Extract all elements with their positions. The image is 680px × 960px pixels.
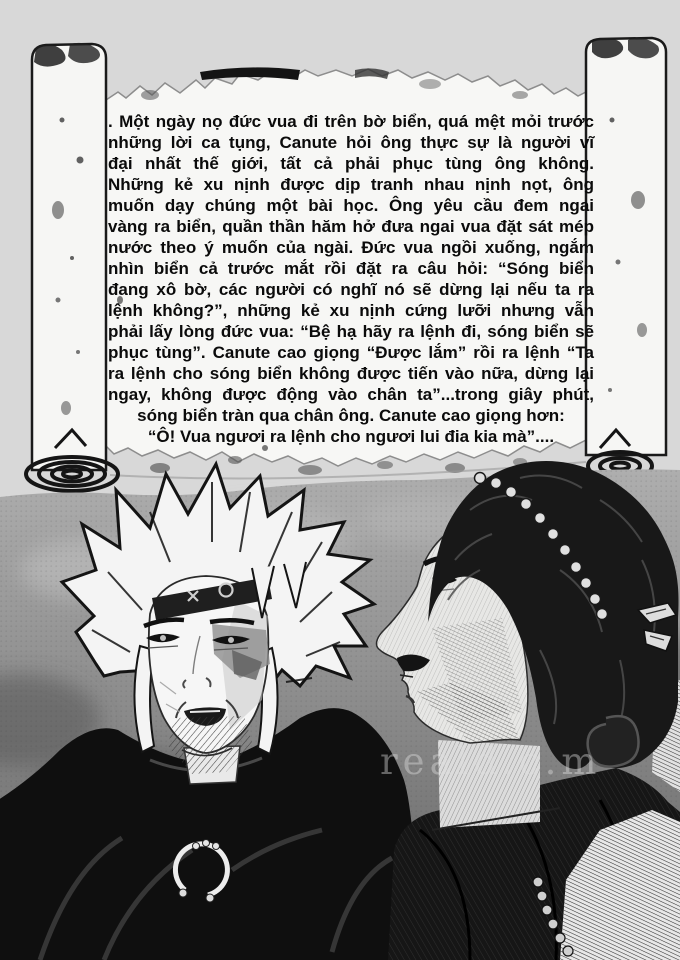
scroll-left-roll bbox=[32, 43, 106, 470]
story-line: vàng ra biển, quần thần hăm hở đưa ngai vua đặt sát mép bbox=[108, 217, 594, 236]
scroll-right-roll bbox=[586, 38, 666, 455]
story-line: phục tùng”. Canute cao giọng “Được lắm” rồi ra lệnh “Ta bbox=[108, 343, 594, 362]
story-line: muốn dạy chúng một bài học. Ông yêu cầu đem ngai bbox=[108, 196, 594, 215]
story-line: ngay, không được động vào chân ta”...trong giây phút, bbox=[108, 385, 594, 404]
story-line: nước theo ý muốn của ngài. Đức vua ngồi xuống, ngắm bbox=[108, 238, 594, 257]
story-line: lệnh không?”, những kẻ xu nịnh cứng lưỡi nhưng vẫn bbox=[108, 301, 594, 320]
story-line: “Ô! Vua ngươi ra lệnh cho ngươi lui đia kia mà”.... bbox=[147, 427, 555, 446]
story-text bbox=[108, 111, 594, 447]
story-line: những lời ca tụng, Canute hỏi ông thực sự là người vĩ bbox=[108, 133, 594, 152]
watermark: reald.c.m bbox=[380, 740, 602, 783]
story-line: đang xô bờ, các người có nghĩ nó sẽ dừng lại nếu ta ra bbox=[108, 280, 594, 299]
story-line: phải lấy lòng đức vua: “Bệ hạ hãy ra lệnh đi, sóng biển sẽ bbox=[108, 322, 594, 341]
story-line: ra lệnh cho sóng biển không được tiến vào nữa, dừng lại bbox=[108, 364, 594, 383]
story-line: đại nhất thế giới, tất cả phải phục tùng ông không. bbox=[108, 154, 594, 173]
manga-artwork bbox=[0, 450, 680, 960]
story-line: . Một ngày nọ đức vua đi trên bờ biển, quá mệt mỏi trước bbox=[108, 112, 594, 131]
story-line: sóng biển tràn qua chân ông. Canute cao giọng hơn: bbox=[137, 406, 565, 425]
story-line: nhìn biển cả trước mắt rồi đặt ra câu hỏi: “Sóng biển bbox=[108, 259, 594, 278]
story-line: Những kẻ xu nịnh được dịp tranh nhau nịnh nọt, ông bbox=[108, 175, 594, 194]
